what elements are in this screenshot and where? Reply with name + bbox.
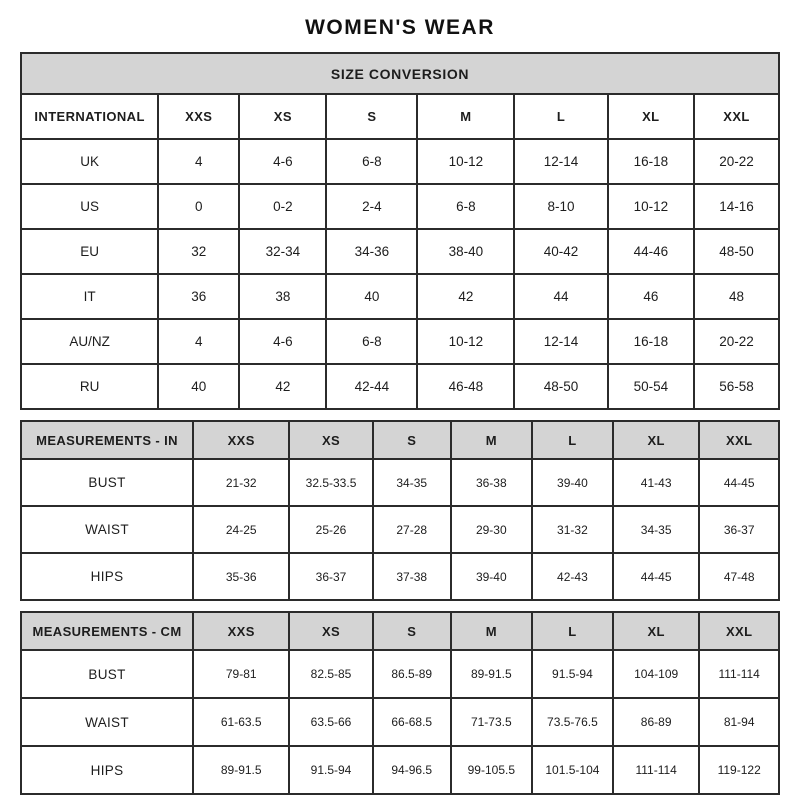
header-size-xxl: XXL <box>694 94 779 139</box>
cell-aunz-l: 12-14 <box>514 319 607 364</box>
measurements-in-table <box>20 420 780 601</box>
cell-hips-cm-m: 99-105.5 <box>451 746 532 794</box>
row-label-waist-in: WAIST <box>21 506 193 553</box>
cell-bust-cm-xs: 82.5-85 <box>289 650 372 698</box>
cell-hips-in-xl: 44-45 <box>613 553 699 600</box>
cell-waist-in-m: 29-30 <box>451 506 532 553</box>
cell-us-xs: 0-2 <box>239 184 326 229</box>
cell-bust-cm-s: 86.5-89 <box>373 650 451 698</box>
cell-waist-in-xxl: 36-37 <box>699 506 779 553</box>
cell-bust-cm-l: 91.5-94 <box>532 650 613 698</box>
cell-waist-in-s: 27-28 <box>373 506 451 553</box>
cell-aunz-m: 10-12 <box>417 319 514 364</box>
cell-hips-in-s: 37-38 <box>373 553 451 600</box>
cell-bust-in-s: 34-35 <box>373 459 451 506</box>
cell-hips-cm-l: 101.5-104 <box>532 746 613 794</box>
cell-it-xxs: 36 <box>158 274 239 319</box>
cell-it-s: 40 <box>326 274 417 319</box>
table-row-waist-cm <box>21 698 779 746</box>
header-size-xs: XS <box>239 94 326 139</box>
cell-eu-m: 38-40 <box>417 229 514 274</box>
cell-hips-cm-xl: 111-114 <box>613 746 699 794</box>
cell-waist-in-xl: 34-35 <box>613 506 699 553</box>
cell-us-l: 8-10 <box>514 184 607 229</box>
size-conversion-title: SIZE CONVERSION <box>21 53 779 94</box>
row-label-it: IT <box>21 274 158 319</box>
row-label-ru: RU <box>21 364 158 409</box>
table-row-aunz <box>21 319 779 364</box>
cell-bust-in-xl: 41-43 <box>613 459 699 506</box>
cell-ru-l: 48-50 <box>514 364 607 409</box>
cell-bust-cm-m: 89-91.5 <box>451 650 532 698</box>
header-size-l: L <box>514 94 607 139</box>
cell-uk-l: 12-14 <box>514 139 607 184</box>
table-row-eu <box>21 229 779 274</box>
cell-us-xl: 10-12 <box>608 184 694 229</box>
table-row-hips-cm <box>21 746 779 794</box>
table-row-waist-in <box>21 506 779 553</box>
cell-eu-xxs: 32 <box>158 229 239 274</box>
cell-hips-cm-s: 94-96.5 <box>373 746 451 794</box>
row-label-eu: EU <box>21 229 158 274</box>
header-in-s: S <box>373 421 451 459</box>
page-title: WOMEN'S WEAR <box>305 16 495 39</box>
header-cm-xxs: XXS <box>193 612 289 650</box>
cell-aunz-xxs: 4 <box>158 319 239 364</box>
row-label-uk: UK <box>21 139 158 184</box>
size-conversion-header-row <box>21 94 779 139</box>
table-row-uk <box>21 139 779 184</box>
cell-hips-cm-xxl: 119-122 <box>699 746 779 794</box>
cell-ru-m: 46-48 <box>417 364 514 409</box>
cell-us-xxl: 14-16 <box>694 184 779 229</box>
cell-eu-xl: 44-46 <box>608 229 694 274</box>
cell-bust-in-m: 36-38 <box>451 459 532 506</box>
row-label-bust-in: BUST <box>21 459 193 506</box>
cell-ru-xxl: 56-58 <box>694 364 779 409</box>
cell-waist-in-xxs: 24-25 <box>193 506 289 553</box>
cell-eu-s: 34-36 <box>326 229 417 274</box>
cell-it-xl: 46 <box>608 274 694 319</box>
cell-waist-cm-xs: 63.5-66 <box>289 698 372 746</box>
header-size-s: S <box>326 94 417 139</box>
cell-uk-xxs: 4 <box>158 139 239 184</box>
header-in-l: L <box>532 421 613 459</box>
size-conversion-table <box>20 52 780 410</box>
size-conversion-title-row <box>21 53 779 94</box>
header-measurements-cm: MEASUREMENTS - CM <box>21 612 193 650</box>
cell-us-s: 2-4 <box>326 184 417 229</box>
cell-bust-in-xs: 32.5-33.5 <box>289 459 372 506</box>
cell-ru-xxs: 40 <box>158 364 239 409</box>
cell-waist-in-l: 31-32 <box>532 506 613 553</box>
cell-it-xs: 38 <box>239 274 326 319</box>
cell-us-xxs: 0 <box>158 184 239 229</box>
header-cm-m: M <box>451 612 532 650</box>
header-cm-xs: XS <box>289 612 372 650</box>
cell-bust-cm-xxl: 111-114 <box>699 650 779 698</box>
cell-eu-l: 40-42 <box>514 229 607 274</box>
row-label-hips-cm: HIPS <box>21 746 193 794</box>
cell-hips-in-m: 39-40 <box>451 553 532 600</box>
table-row-us <box>21 184 779 229</box>
cell-uk-m: 10-12 <box>417 139 514 184</box>
cell-waist-in-xs: 25-26 <box>289 506 372 553</box>
cell-waist-cm-xxs: 61-63.5 <box>193 698 289 746</box>
cell-hips-in-xxs: 35-36 <box>193 553 289 600</box>
cell-ru-xs: 42 <box>239 364 326 409</box>
cell-hips-in-xxl: 47-48 <box>699 553 779 600</box>
row-label-us: US <box>21 184 158 229</box>
table-row-it <box>21 274 779 319</box>
header-cm-l: L <box>532 612 613 650</box>
header-cm-s: S <box>373 612 451 650</box>
cell-hips-cm-xs: 91.5-94 <box>289 746 372 794</box>
cell-uk-s: 6-8 <box>326 139 417 184</box>
row-label-bust-cm: BUST <box>21 650 193 698</box>
cell-eu-xxl: 48-50 <box>694 229 779 274</box>
cell-waist-cm-l: 73.5-76.5 <box>532 698 613 746</box>
header-size-xl: XL <box>608 94 694 139</box>
measurements-cm-header-row <box>21 612 779 650</box>
cell-it-l: 44 <box>514 274 607 319</box>
cell-bust-in-xxl: 44-45 <box>699 459 779 506</box>
cell-hips-in-l: 42-43 <box>532 553 613 600</box>
row-label-hips-in: HIPS <box>21 553 193 600</box>
header-in-xxl: XXL <box>699 421 779 459</box>
cell-uk-xl: 16-18 <box>608 139 694 184</box>
cell-it-m: 42 <box>417 274 514 319</box>
cell-bust-cm-xxs: 79-81 <box>193 650 289 698</box>
cell-us-m: 6-8 <box>417 184 514 229</box>
measurements-cm-table <box>20 611 780 795</box>
header-in-xs: XS <box>289 421 372 459</box>
table-row-bust-cm <box>21 650 779 698</box>
cell-bust-in-xxs: 21-32 <box>193 459 289 506</box>
cell-waist-cm-s: 66-68.5 <box>373 698 451 746</box>
header-measurements-in: MEASUREMENTS - IN <box>21 421 193 459</box>
header-in-xxs: XXS <box>193 421 289 459</box>
row-label-waist-cm: WAIST <box>21 698 193 746</box>
cell-ru-xl: 50-54 <box>608 364 694 409</box>
cell-uk-xxl: 20-22 <box>694 139 779 184</box>
cell-hips-cm-xxs: 89-91.5 <box>193 746 289 794</box>
header-in-xl: XL <box>613 421 699 459</box>
cell-ru-s: 42-44 <box>326 364 417 409</box>
header-cm-xxl: XXL <box>699 612 779 650</box>
cell-eu-xs: 32-34 <box>239 229 326 274</box>
header-size-m: M <box>417 94 514 139</box>
cell-bust-cm-xl: 104-109 <box>613 650 699 698</box>
table-row-ru <box>21 364 779 409</box>
row-label-aunz: AU/NZ <box>21 319 158 364</box>
table-row-bust-in <box>21 459 779 506</box>
cell-bust-in-l: 39-40 <box>532 459 613 506</box>
header-in-m: M <box>451 421 532 459</box>
header-international: INTERNATIONAL <box>21 94 158 139</box>
measurements-in-header-row <box>21 421 779 459</box>
cell-aunz-s: 6-8 <box>326 319 417 364</box>
cell-uk-xs: 4-6 <box>239 139 326 184</box>
header-size-xxs: XXS <box>158 94 239 139</box>
cell-it-xxl: 48 <box>694 274 779 319</box>
cell-aunz-xl: 16-18 <box>608 319 694 364</box>
cell-aunz-xs: 4-6 <box>239 319 326 364</box>
cell-aunz-xxl: 20-22 <box>694 319 779 364</box>
cell-hips-in-xs: 36-37 <box>289 553 372 600</box>
header-cm-xl: XL <box>613 612 699 650</box>
cell-waist-cm-xxl: 81-94 <box>699 698 779 746</box>
table-row-hips-in <box>21 553 779 600</box>
cell-waist-cm-m: 71-73.5 <box>451 698 532 746</box>
cell-waist-cm-xl: 86-89 <box>613 698 699 746</box>
